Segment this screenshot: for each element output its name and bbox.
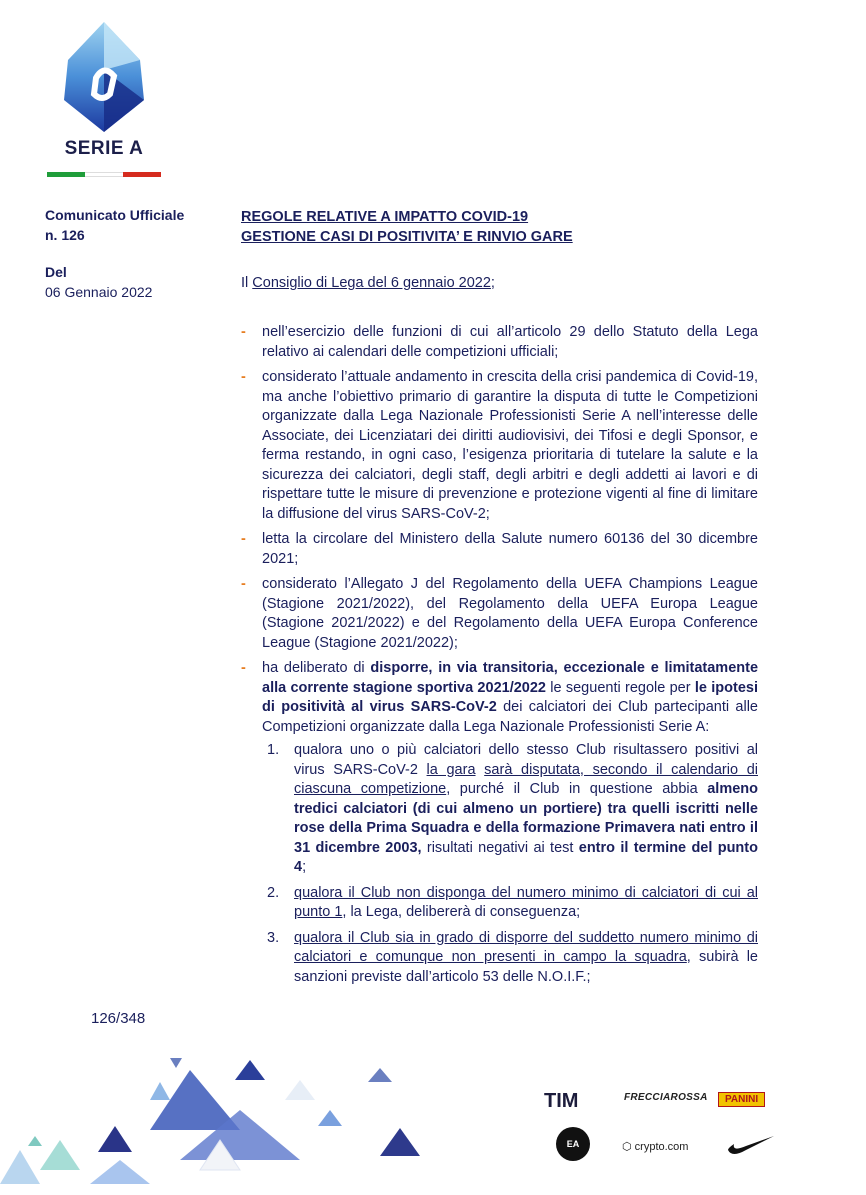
list-item-text: letta la circolare del Ministero della Salute numero 60136 del 30 dicembre 2021;: [262, 531, 758, 567]
rule-number: 3.: [267, 929, 280, 946]
rule-text: risultati negativi ai test: [421, 839, 579, 856]
dash-bullet: -: [241, 660, 246, 676]
deliberato-text: ha deliberato di: [262, 660, 371, 676]
rule-text: [476, 762, 485, 778]
comunicato-number: n. 126: [45, 227, 85, 243]
rule-underlined: qualora il Club sia in grado di disporre del suddetto numero minimo di calciatori e comunque non presenti in campo la squadra: [294, 929, 758, 965]
decorative-triangles: [0, 1040, 470, 1184]
list-item-deliberato: [241, 659, 758, 987]
sponsor-ea-sports: [556, 1127, 594, 1183]
rule-text: , purché il Club in questione abbia: [446, 781, 708, 797]
rule-text: , la Lega, delibererà di conseguenza;: [342, 904, 581, 920]
rule-number: 1.: [267, 742, 280, 758]
sponsor-panini: PANINI: [718, 1092, 765, 1107]
rule-bold: almeno tredici calciatori (di cui almeno un portiere) tra quelli iscritti nelle rose della Prima Squadra e della formazione Primavera nati entro il 31 dicembre 2003,: [294, 781, 758, 856]
serie-a-logo: [44, 20, 164, 160]
deliberato-text: le seguenti regole per: [545, 679, 695, 696]
comunicato-block: [45, 205, 184, 245]
rule-item: [262, 741, 758, 878]
list-item: [241, 530, 758, 569]
comunicato-label: Comunicato Ufficiale: [45, 207, 185, 223]
rules-list: [262, 741, 758, 987]
document-title: [241, 207, 573, 247]
rule-number: 2.: [267, 884, 280, 901]
rule-underlined: la gara: [426, 761, 476, 778]
title-line-2: GESTIONE CASI DI POSITIVITA’ E RINVIO GARE: [241, 229, 573, 245]
ea-sports-text: EA SPORTS: [556, 1139, 594, 1183]
intro-suffix: ;: [490, 275, 495, 291]
considerations-list: [241, 323, 758, 993]
list-item: [241, 368, 758, 524]
nike-swoosh-icon: [726, 1134, 776, 1156]
del-label: Del: [45, 264, 67, 280]
rule-item: [262, 929, 758, 988]
rule-underlined: sarà disputata, secondo il calendario di ciascuna competizione: [294, 761, 758, 797]
intro-link[interactable]: Consiglio di Lega del 6 gennaio 2022: [252, 275, 491, 291]
rule-bold: entro il termine del punto 4: [294, 839, 758, 875]
list-item-text: nell’esercizio delle funzioni di cui all’articolo 29 dello Statuto della Lega relativo ai calendari delle competizioni ufficiali;: [262, 324, 758, 360]
deliberato-text: dei calciatori dei Club partecipanti alle Competizioni organizzate dalla Lega Nazionale Professionisti Serie A:: [262, 699, 759, 735]
rule-text: qualora uno o più calciatori dello stesso Club risultassero positivi al virus SARS-CoV-2: [294, 742, 758, 778]
deliberato-bold: disporre, in via transitoria, eccezionale e limitatamente alla corrente stagione sportiva 2021/2022: [262, 660, 759, 696]
document-date: 06 Gennaio 2022: [45, 284, 153, 300]
italian-flag-stripe: [47, 172, 161, 177]
rule-text: , subirà le sanzioni previste dall’articolo 53 delle N.O.I.F.;: [294, 949, 758, 985]
rule-underlined: qualora il Club non disponga del numero minimo di calciatori di cui al punto 1: [294, 884, 758, 920]
deliberato-bold: le ipotesi di positività al virus SARS-CoV-2: [262, 679, 758, 715]
list-item: [241, 323, 758, 362]
rule-text: ;: [302, 859, 307, 875]
list-item-text: considerato l’Allegato J del Regolamento della UEFA Champions League (Stagione 2021/2022), del Regolamento della UEFA Europa League (Stagione 2021/2022) e del Regolamento della UEFA Europa Conference League (Stagione 2021/2022);: [262, 576, 758, 651]
intro-prefix: Il: [241, 275, 253, 291]
sponsor-frecciarossa: FRECCIAROSSA: [624, 1092, 708, 1103]
dash-bullet: -: [241, 369, 246, 385]
dash-bullet: -: [241, 324, 246, 340]
intro-line: [241, 273, 495, 293]
sponsor-crypto-com: ⬡ crypto.com: [622, 1141, 689, 1153]
crypto-com-text: crypto.com: [634, 1141, 689, 1153]
dash-bullet: -: [241, 531, 246, 547]
date-block: [45, 262, 152, 302]
dash-bullet: -: [241, 576, 246, 592]
title-line-1: REGOLE RELATIVE A IMPATTO COVID-19: [241, 209, 529, 225]
sponsor-tim: TIM: [544, 1090, 579, 1112]
list-item: [241, 575, 758, 653]
serie-a-wordmark: SERIE A: [64, 138, 144, 159]
serie-a-emblem-icon: [44, 20, 164, 138]
rule-item: [262, 884, 758, 923]
page-number: 126/348: [91, 1010, 146, 1027]
list-item-text: considerato l’attuale andamento in crescita della crisi pandemica di Covid-19, ma anche l’obiettivo primario di garantire la disputa di tutte le Competizioni organizzate dalla Lega Nazionale Professionisti Serie A nell’interesse delle Associate, dei Licenziatari dei diritti audiovisivi, dei Tifosi e degli Sponsor, e ferma restando, in ogni caso, l’esigenza prioritaria di tutelare la salute e la sicurezza dei calciatori, degli staff, degli arbitri e degli addetti ai lavori e di rispettare tutte le misure di prevenzione e protezione vigenti al fine di limitare la diffusione del virus SARS-CoV-2;: [262, 369, 758, 522]
